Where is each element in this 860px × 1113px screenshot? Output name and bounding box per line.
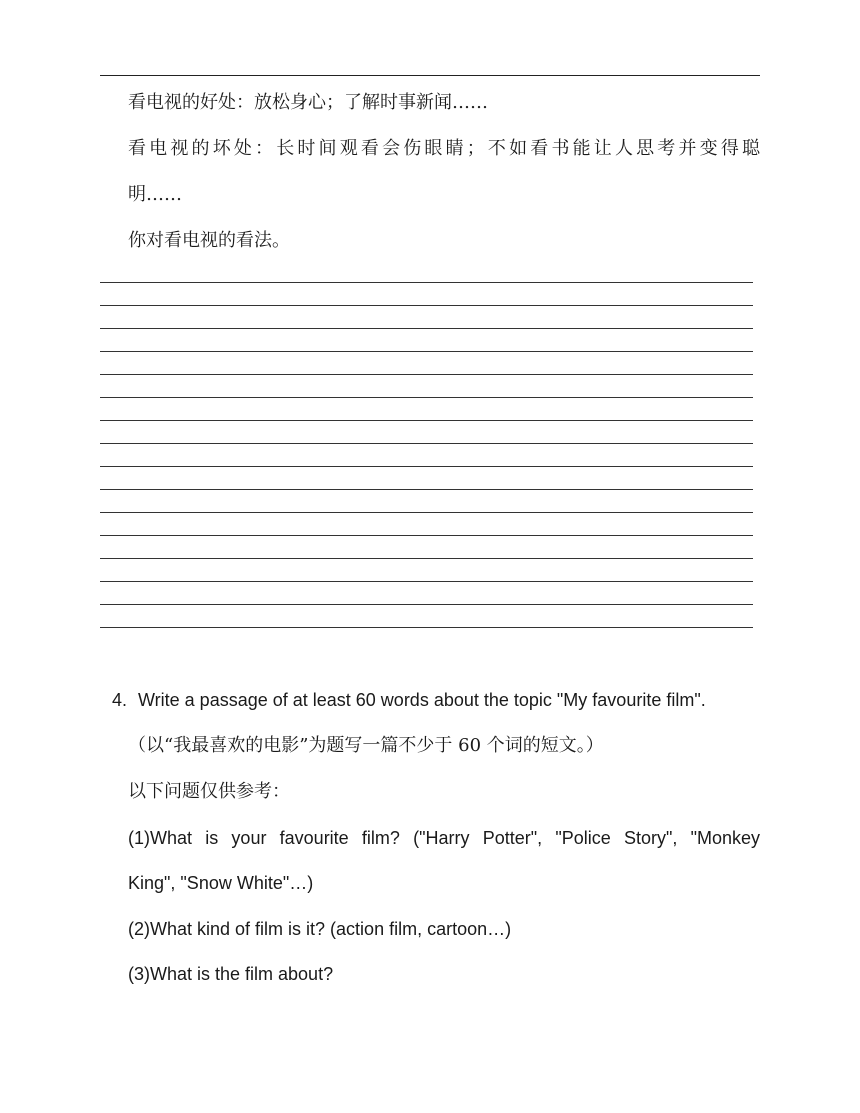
- reference-intro: 以下问题仅供参考：: [128, 781, 290, 802]
- answer-line[interactable]: [100, 443, 753, 444]
- answer-line[interactable]: [100, 604, 753, 605]
- answer-line[interactable]: [100, 512, 753, 513]
- reference-question-1-line1: (1)What is your favourite film? ("Harry Potter", "Police Story", "Monkey: [128, 828, 760, 848]
- header-rule: [100, 75, 760, 76]
- question-4-prompt: Write a passage of at least 60 words about the topic "My favourite film".: [138, 690, 706, 710]
- answer-line[interactable]: [100, 328, 753, 329]
- answer-line[interactable]: [100, 489, 753, 490]
- answer-line[interactable]: [100, 351, 753, 352]
- answer-line[interactable]: [100, 420, 753, 421]
- reference-question-2: (2)What kind of film is it? (action film, cartoon…): [128, 919, 512, 939]
- tv-advantages: 看电视的好处：放松身心；了解时事新闻……: [128, 92, 488, 113]
- answer-line[interactable]: [100, 397, 753, 398]
- answer-line[interactable]: [100, 466, 753, 467]
- reference-question-1-line2: King", "Snow White"…): [128, 873, 314, 893]
- tv-disadvantages-line1: 看电视的坏处：长时间观看会伤眼睛；不如看书能让人思考并变得聪: [128, 138, 760, 159]
- answer-lines-tv[interactable]: [100, 282, 753, 650]
- answer-line[interactable]: [100, 305, 753, 306]
- answer-line[interactable]: [100, 558, 753, 559]
- answer-line[interactable]: [100, 282, 753, 283]
- answer-line[interactable]: [100, 581, 753, 582]
- answer-line[interactable]: [100, 627, 753, 628]
- answer-line[interactable]: [100, 374, 753, 375]
- question-4-chinese-instruction: （以“我最喜欢的电影”为题写一篇不少于 60 个词的短文。）: [128, 735, 604, 756]
- tv-disadvantages-line2: 明……: [128, 184, 182, 205]
- reference-question-3: (3)What is the film about?: [128, 964, 334, 984]
- question-4-number: 4.: [112, 690, 128, 710]
- tv-opinion-prompt: 你对看电视的看法。: [128, 230, 290, 251]
- answer-line[interactable]: [100, 535, 753, 536]
